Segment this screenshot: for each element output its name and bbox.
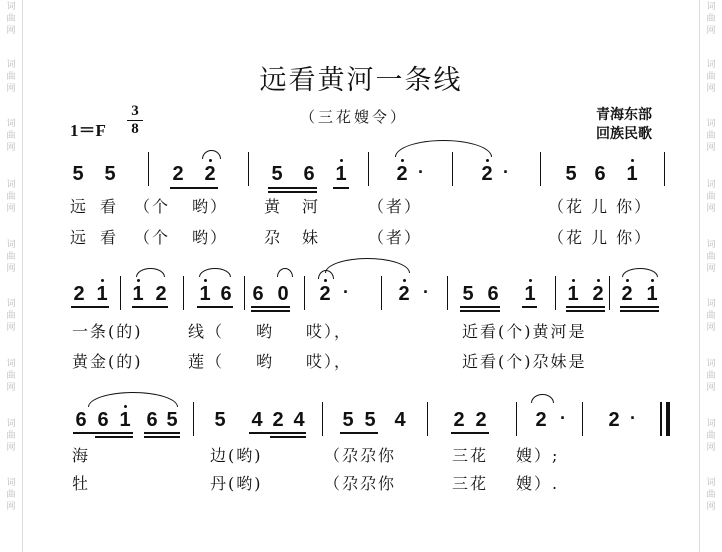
jianpu-note: 2 xyxy=(319,283,331,305)
watermark-char: 网 xyxy=(6,502,16,512)
bar-line xyxy=(516,402,517,436)
lyric-syllable: （个 xyxy=(134,228,171,247)
jianpu-note: 4 xyxy=(251,409,263,431)
watermark-char: 网 xyxy=(6,204,16,214)
slur-tie xyxy=(202,150,221,159)
jianpu-note: 5 xyxy=(72,163,84,185)
bar-line xyxy=(582,402,583,436)
watermark-char: 词 xyxy=(6,60,16,70)
watermark-char: 词 xyxy=(706,240,716,250)
watermark-char: 词 xyxy=(706,180,716,190)
jianpu-note: 5 xyxy=(565,163,577,185)
jianpu-note: 1 xyxy=(335,163,347,185)
watermark-char: 网 xyxy=(706,502,716,512)
lyric-syllable: 丹(哟) xyxy=(210,474,263,493)
bar-line xyxy=(427,402,428,436)
jianpu-note: 5 xyxy=(271,163,283,185)
lyric-syllable: 妹 xyxy=(302,228,321,247)
lyric-syllable: （个 xyxy=(134,197,171,216)
slur-tie xyxy=(325,258,410,273)
watermark-char: 曲 xyxy=(706,431,716,441)
duration-underline xyxy=(566,310,605,312)
jianpu-note: 1 xyxy=(96,283,108,305)
lyric-syllable: 牡 xyxy=(72,474,91,493)
duration-underline xyxy=(566,306,605,308)
watermark-char: 曲 xyxy=(6,72,16,82)
bar-line xyxy=(666,402,670,436)
watermark-char: 网 xyxy=(706,84,716,94)
jianpu-note: 1 xyxy=(567,283,579,305)
jianpu-note: 2 xyxy=(453,409,465,431)
slur-tie xyxy=(277,268,293,277)
watermark-char: 曲 xyxy=(6,14,16,24)
jianpu-note: 2 xyxy=(398,283,410,305)
octave-dot xyxy=(631,159,634,162)
watermark-char: 词 xyxy=(706,2,716,12)
lyric-syllable: （者） xyxy=(368,197,423,216)
lyric-syllable: 哎）， xyxy=(306,322,353,341)
lyric-syllable: 哟） xyxy=(192,197,229,216)
bar-line xyxy=(609,276,610,310)
watermark-char: 网 xyxy=(6,264,16,274)
lyric-syllable: 黄金(的) xyxy=(72,352,143,371)
octave-dot xyxy=(340,159,343,162)
lyric-syllable: 边(哟) xyxy=(210,446,263,465)
lyric-syllable: 近看(个)尕妹是 xyxy=(462,352,587,371)
lyric-syllable: （尕尕你 xyxy=(324,446,397,465)
octave-dot xyxy=(401,159,404,162)
octave-dot xyxy=(324,279,327,282)
augmentation-dot: · xyxy=(343,282,349,302)
bar-line xyxy=(148,152,149,186)
bar-line xyxy=(452,152,453,186)
bar-line xyxy=(368,152,369,186)
jianpu-note: 6 xyxy=(220,283,232,305)
duration-underline xyxy=(170,187,218,189)
jianpu-note: 1 xyxy=(626,163,638,185)
bar-line xyxy=(447,276,448,310)
key-signature: 1＝F xyxy=(70,121,106,140)
jianpu-note: 6 xyxy=(594,163,606,185)
duration-underline xyxy=(333,187,349,189)
bar-line xyxy=(381,276,382,310)
watermark-char: 词 xyxy=(706,299,716,309)
octave-dot xyxy=(137,279,140,282)
jianpu-note: 6 xyxy=(487,283,499,305)
augmentation-dot: · xyxy=(423,282,429,302)
watermark-char: 词 xyxy=(6,299,16,309)
watermark-char: 曲 xyxy=(6,371,16,381)
watermark-char: 词 xyxy=(6,180,16,190)
watermark-char: 曲 xyxy=(706,252,716,262)
duration-underline xyxy=(251,306,290,308)
bar-line xyxy=(120,276,121,310)
watermark-char: 词 xyxy=(6,359,16,369)
jianpu-note: 5 xyxy=(342,409,354,431)
jianpu-note: 5 xyxy=(462,283,474,305)
lyric-syllable: 线（ xyxy=(188,322,225,341)
lyric-syllable: 海 xyxy=(72,446,91,465)
slur-tie xyxy=(395,140,492,157)
slur-tie xyxy=(622,268,658,277)
lyric-syllable: （尕尕你 xyxy=(324,474,397,493)
lyric-syllable: 哎）， xyxy=(306,352,353,371)
watermark-char: 网 xyxy=(706,143,716,153)
lyric-syllable: 哟 xyxy=(256,352,275,371)
watermark-char: 曲 xyxy=(6,490,16,500)
watermark-char: 曲 xyxy=(6,431,16,441)
bar-line xyxy=(660,402,662,436)
duration-underline xyxy=(249,432,306,434)
lyric-syllable: 一条(的) xyxy=(72,322,143,341)
watermark-char: 曲 xyxy=(6,192,16,202)
watermark-char: 网 xyxy=(6,323,16,333)
lyric-syllable: 近看(个)黄河是 xyxy=(462,322,587,341)
octave-dot xyxy=(101,279,104,282)
watermark-char: 词 xyxy=(6,240,16,250)
lyric-syllable: 哟） xyxy=(192,228,229,247)
watermark-char: 网 xyxy=(706,264,716,274)
song-origin xyxy=(596,106,652,144)
duration-underline xyxy=(197,306,233,308)
watermark-char: 词 xyxy=(706,60,716,70)
jianpu-note: 2 xyxy=(608,409,620,431)
slur-tie xyxy=(88,392,178,407)
jianpu-note: 6 xyxy=(146,409,158,431)
duration-underline xyxy=(268,191,317,193)
watermark-char: 网 xyxy=(706,204,716,214)
jianpu-note: 1 xyxy=(646,283,658,305)
watermark-char: 曲 xyxy=(706,311,716,321)
watermark-char: 词 xyxy=(6,419,16,429)
watermark-char: 曲 xyxy=(6,131,16,141)
song-title: 远看黄河一条线 xyxy=(259,65,463,96)
octave-dot xyxy=(597,279,600,282)
bar-line xyxy=(193,402,194,436)
watermark-char: 网 xyxy=(706,26,716,36)
augmentation-dot: · xyxy=(418,162,424,182)
song-subtitle: （三花嫂令） xyxy=(300,108,409,126)
jianpu-note: 2 xyxy=(481,163,493,185)
bar-line xyxy=(555,276,556,310)
jianpu-note: 5 xyxy=(166,409,178,431)
meter-bottom: 8 xyxy=(131,121,139,137)
jianpu-note: 4 xyxy=(293,409,305,431)
lyric-syllable: 三花 xyxy=(452,474,489,493)
watermark-char: 网 xyxy=(706,443,716,453)
origin-region: 青海东部 xyxy=(596,107,652,123)
octave-dot xyxy=(204,279,207,282)
lyric-syllable: 嫂）; xyxy=(516,446,560,465)
octave-dot xyxy=(572,279,575,282)
watermark-char: 网 xyxy=(706,383,716,393)
augmentation-dot: · xyxy=(503,162,509,182)
jianpu-note: 5 xyxy=(214,409,226,431)
duration-underline xyxy=(251,310,290,312)
bar-line xyxy=(664,152,665,186)
watermark-char: 网 xyxy=(706,323,716,333)
jianpu-note: 2 xyxy=(396,163,408,185)
slur-tie xyxy=(136,268,165,277)
jianpu-note: 2 xyxy=(535,409,547,431)
origin-genre: 回族民歌 xyxy=(596,126,652,142)
augmentation-dot: · xyxy=(630,408,636,428)
augmentation-dot: · xyxy=(560,408,566,428)
octave-dot xyxy=(651,279,654,282)
octave-dot xyxy=(486,159,489,162)
jianpu-note: 5 xyxy=(104,163,116,185)
jianpu-note: 4 xyxy=(394,409,406,431)
slur-tie xyxy=(199,268,231,277)
duration-underline xyxy=(268,187,317,189)
lyric-syllable: 河 xyxy=(302,197,321,216)
octave-dot xyxy=(626,279,629,282)
bar-line xyxy=(322,402,323,436)
jianpu-note: 0 xyxy=(277,283,289,305)
duration-underline xyxy=(73,432,133,434)
jianpu-note: 2 xyxy=(172,163,184,185)
lyric-syllable: 看 xyxy=(100,197,119,216)
jianpu-note: 6 xyxy=(252,283,264,305)
lyric-syllable: （者） xyxy=(368,228,423,247)
lyric-syllable: （花 儿 你） xyxy=(548,228,653,247)
bar-line xyxy=(304,276,305,310)
bar-line xyxy=(248,152,249,186)
watermark-char: 词 xyxy=(6,119,16,129)
jianpu-note: 2 xyxy=(592,283,604,305)
jianpu-note: 5 xyxy=(364,409,376,431)
slur-tie xyxy=(531,394,554,403)
lyric-syllable: （花 儿 你） xyxy=(548,197,653,216)
jianpu-note: 2 xyxy=(621,283,633,305)
bar-line xyxy=(183,276,184,310)
jianpu-note: 1 xyxy=(524,283,536,305)
duration-underline xyxy=(460,306,500,308)
meter-top: 3 xyxy=(131,103,139,119)
jianpu-note: 1 xyxy=(132,283,144,305)
watermark-char: 词 xyxy=(706,478,716,488)
lyric-syllable: 嫂）. xyxy=(516,474,560,493)
duration-underline xyxy=(270,436,306,438)
watermark-char: 词 xyxy=(6,2,16,12)
duration-underline xyxy=(144,436,180,438)
jianpu-note: 6 xyxy=(303,163,315,185)
duration-underline xyxy=(95,436,133,438)
lyric-syllable: 看 xyxy=(100,228,119,247)
watermark-char: 网 xyxy=(6,143,16,153)
duration-underline xyxy=(451,432,489,434)
jianpu-note: 6 xyxy=(75,409,87,431)
lyric-syllable: 黄 xyxy=(264,197,283,216)
jianpu-note: 1 xyxy=(199,283,211,305)
watermark-char: 曲 xyxy=(706,14,716,24)
bar-line xyxy=(244,276,245,310)
duration-underline xyxy=(620,310,659,312)
watermark-char: 曲 xyxy=(706,131,716,141)
lyric-syllable: 莲（ xyxy=(188,352,225,371)
duration-underline xyxy=(522,306,537,308)
watermark-char: 网 xyxy=(6,443,16,453)
lyric-syllable: 哟 xyxy=(256,322,275,341)
jianpu-note: 2 xyxy=(204,163,216,185)
jianpu-note: 6 xyxy=(97,409,109,431)
watermark-char: 词 xyxy=(706,359,716,369)
duration-underline xyxy=(340,432,378,434)
lyric-syllable: 三花 xyxy=(452,446,489,465)
lyric-syllable: 远 xyxy=(70,197,89,216)
watermark-char: 曲 xyxy=(706,490,716,500)
lyric-syllable: 远 xyxy=(70,228,89,247)
jianpu-note: 2 xyxy=(155,283,167,305)
time-signature xyxy=(127,104,143,137)
watermark-char: 网 xyxy=(6,383,16,393)
watermark-char: 网 xyxy=(6,26,16,36)
watermark-char: 网 xyxy=(6,84,16,94)
duration-underline xyxy=(460,310,500,312)
duration-underline xyxy=(144,432,180,434)
jianpu-note: 2 xyxy=(73,283,85,305)
watermark-char: 曲 xyxy=(706,371,716,381)
jianpu-note: 1 xyxy=(119,409,131,431)
watermark-char: 曲 xyxy=(6,252,16,262)
lyric-syllable: 尕 xyxy=(264,228,283,247)
watermark-char: 词 xyxy=(706,119,716,129)
octave-dot xyxy=(403,279,406,282)
octave-dot xyxy=(529,279,532,282)
duration-underline xyxy=(132,306,168,308)
jianpu-note: 2 xyxy=(475,409,487,431)
jianpu-note: 2 xyxy=(272,409,284,431)
watermark-char: 曲 xyxy=(706,72,716,82)
duration-underline xyxy=(71,306,109,308)
watermark-char: 曲 xyxy=(6,311,16,321)
octave-dot xyxy=(209,159,212,162)
watermark-char: 词 xyxy=(706,419,716,429)
watermark-char: 词 xyxy=(6,478,16,488)
watermark-char: 曲 xyxy=(706,192,716,202)
duration-underline xyxy=(620,306,659,308)
bar-line xyxy=(540,152,541,186)
